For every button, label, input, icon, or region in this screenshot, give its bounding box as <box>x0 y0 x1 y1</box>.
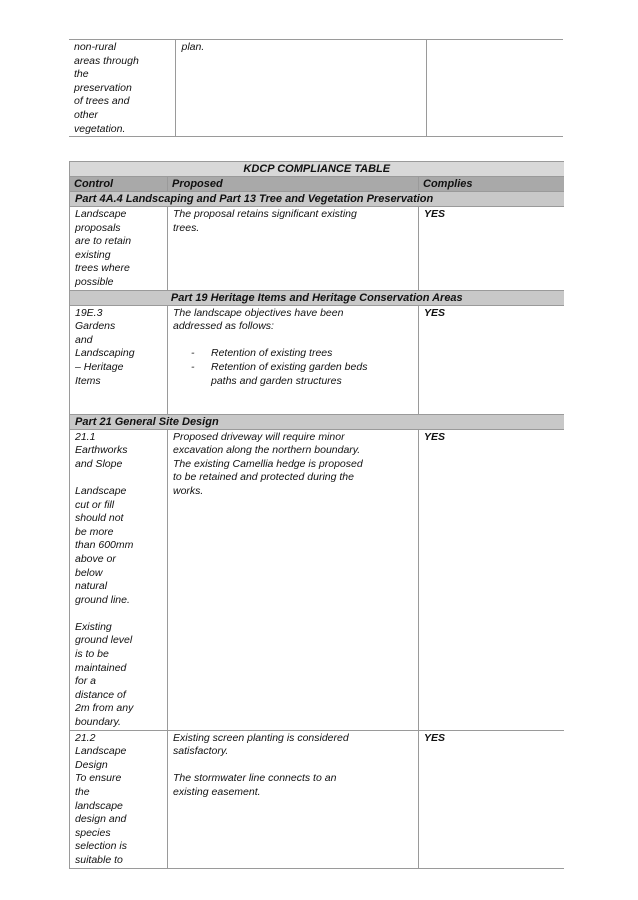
table-cell-proposed: The proposal retains significant existing trees. <box>168 207 419 291</box>
table-cell-complies <box>419 730 564 868</box>
table-row <box>70 730 564 868</box>
section-heading-row <box>70 290 564 305</box>
complies-value: YES <box>424 430 446 443</box>
table-cell-control: non-rural areas through the preservation of trees and other vegetation. <box>69 40 175 137</box>
complies-value: YES <box>424 208 446 220</box>
section-heading: Part 19 Heritage Items and Heritage Conservation Areas <box>70 290 564 305</box>
table-cell-complies <box>419 429 564 730</box>
table-row <box>70 429 564 730</box>
table-row <box>70 305 564 414</box>
list-item: - Retention of existing garden beds paths and garden structures <box>191 360 368 387</box>
table-cell-complies <box>419 207 564 291</box>
table-cell-proposed: The landscape objectives have been addressed as follows: - Retention of existing trees - Retention of existing garden beds paths and garden structures <box>168 305 419 414</box>
section-heading: Part 4A.4 Landscaping and Part 13 Tree and Vegetation Preservation <box>70 192 564 207</box>
section-heading: Part 21 General Site Design <box>70 414 564 429</box>
table-cell-proposed: plan. <box>175 40 426 137</box>
table-row <box>70 207 564 291</box>
complies-value: YES <box>424 731 446 744</box>
table-cell-control: 21.2 Landscape Design To ensure the landscape design and species selection is suitable to <box>70 730 168 868</box>
table-cell-control: Landscape proposals are to retain existing trees where possible <box>70 207 168 291</box>
column-header-complies: Complies <box>419 177 564 192</box>
kdcp-compliance-table <box>69 161 564 869</box>
section-heading-row <box>70 192 564 207</box>
complies-value: YES <box>424 306 446 319</box>
list-item: - Retention of existing trees <box>191 347 333 360</box>
table-cell-proposed: Proposed driveway will require minor excavation along the northern boundary. The existing Camellia hedge is proposed to be retained and protected during the works. <box>168 429 419 730</box>
section-heading-row <box>70 414 564 429</box>
table-title-row <box>70 162 564 177</box>
table-cell-complies <box>419 305 564 414</box>
continuation-table <box>69 39 563 137</box>
table-cell-complies <box>426 40 563 137</box>
bullet-list <box>173 347 414 388</box>
table-cell-proposed: Existing screen planting is considered satisfactory. The stormwater line connects to an existing easement. <box>168 730 419 868</box>
table-header-row <box>70 177 564 192</box>
table-row <box>69 40 563 137</box>
table-title: KDCP COMPLIANCE TABLE <box>70 162 564 177</box>
column-header-control: Control <box>70 177 168 192</box>
table-cell-control: 19E.3 Gardens and Landscaping – Heritage Items <box>70 305 168 414</box>
column-header-proposed: Proposed <box>168 177 419 192</box>
table-cell-control: 21.1 Earthworks and Slope Landscape cut or fill should not be more than 600mm above or below natural ground line. Existing ground level is to be maintained for a distance of 2m from any boundary. <box>70 429 168 730</box>
